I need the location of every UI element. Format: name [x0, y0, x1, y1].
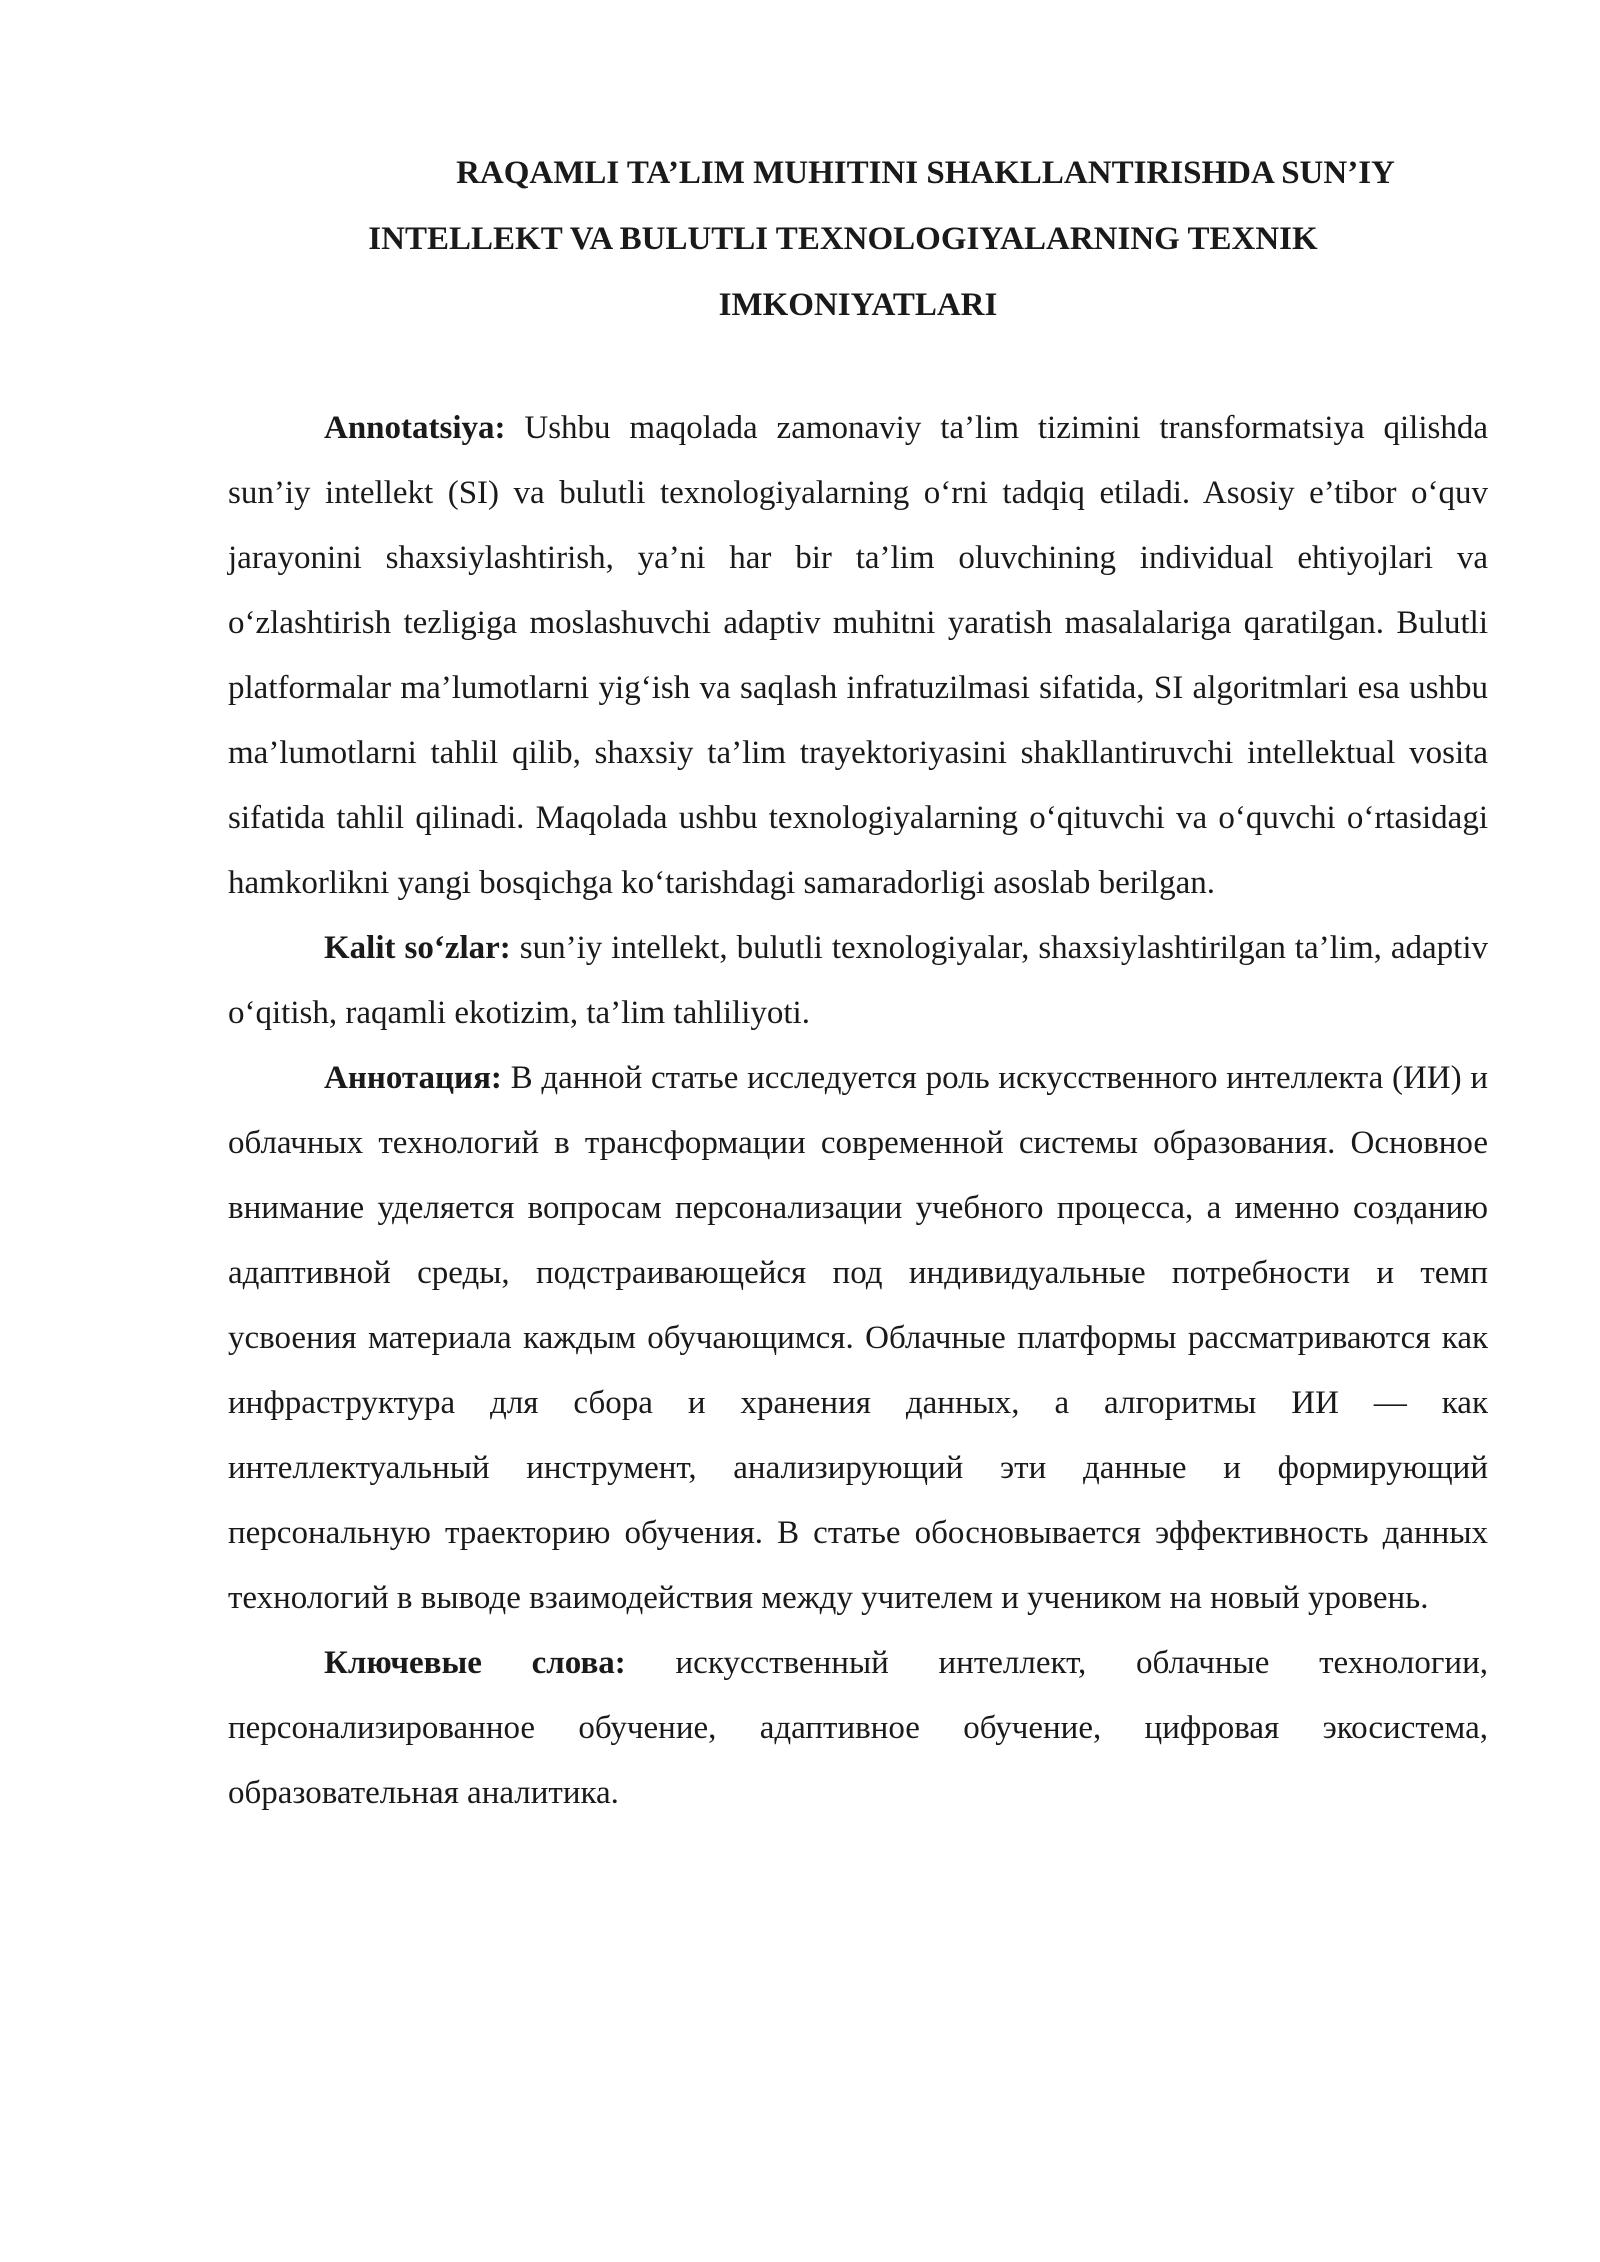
keywords-uz-text: sun’iy intellekt, bulutli texnologiyalar, shaxsiylashtirilgan ta’lim, adaptiv o‘qitish, raqamli ekotizim, ta’lim tahliliyoti.: [228, 930, 1488, 1031]
annotation-ru: [228, 1046, 1488, 1631]
keywords-ru-label: Ключевые слова:: [324, 1645, 626, 1681]
annotation-uz-text: Ushbu maqolada zamonaviy ta’lim tizimini transformatsiya qilishda sun’iy intellekt (SI) va bulutli texnologiyalarning o‘rni tadqiq etiladi. Asosiy e’tibor o‘quv jarayonini shaxsiylashtirish, ya’ni har bir ta’lim oluvchining individual ehtiyojlari va o‘zlashtirish tezligiga moslashuvchi adaptiv muhitni yaratish masalalariga qaratilgan. Bulutli platformalar ma’lumotlarni yig‘ish va saqlash infratuzilmasi sifatida, SI algoritmlari esa ushbu ma’lumotlarni tahlil qilib, shaxsiy ta’lim trayektoriyasini shakllantiruvchi intellektual vosita sifatida tahlil qilinadi. Maqolada ushbu texnologiyalarning o‘qituvchi va o‘quvchi o‘rtasidagi hamkorlikni yangi bosqichga ko‘tarishdagi samaradorligi asoslab berilgan.: [228, 410, 1488, 901]
title-line-3: IMKONIYATLARI: [718, 287, 998, 323]
title-line-2: INTELLEKT VA BULUTLI TEXNOLOGIYALARNING TEXNIK: [368, 221, 1318, 257]
document-page: [228, 140, 1488, 1826]
keywords-uz: [228, 916, 1488, 1046]
annotation-ru-label: Аннотация:: [324, 1060, 502, 1096]
keywords-ru: [228, 1631, 1488, 1826]
keywords-uz-label: Kalit so‘zlar:: [324, 930, 511, 966]
keywords-ru-text: искусственный интеллект, облачные технологии, персонализированное обучение, адаптивное обучение, цифровая экосистема, образовательная аналитика.: [228, 1645, 1488, 1811]
document-title: [228, 140, 1488, 338]
annotation-ru-text: В данной статье исследуется роль искусственного интеллекта (ИИ) и облачных технологий в трансформации современной системы образования. Основное внимание уделяется вопросам персонализации учебного процесса, а именно созданию адаптивной среды, подстраивающейся под индивидуальные потребности и темп усвоения материала каждым обучающимся. Облачные платформы рассматриваются как инфраструктура для сбора и хранения данных, а алгоритмы ИИ — как интеллектуальный инструмент, анализирующий эти данные и формирующий персональную траекторию обучения. В статье обосновывается эффективность данных технологий в выводе взаимодействия между учителем и учеником на новый уровень.: [228, 1060, 1488, 1616]
annotation-uz: [228, 396, 1488, 916]
annotation-uz-label: Annotatsiya:: [324, 410, 506, 446]
title-line-1: RAQAMLI TA’LIM MUHITINI SHAKLLANTIRISHDA SUN’IY: [456, 155, 1395, 191]
